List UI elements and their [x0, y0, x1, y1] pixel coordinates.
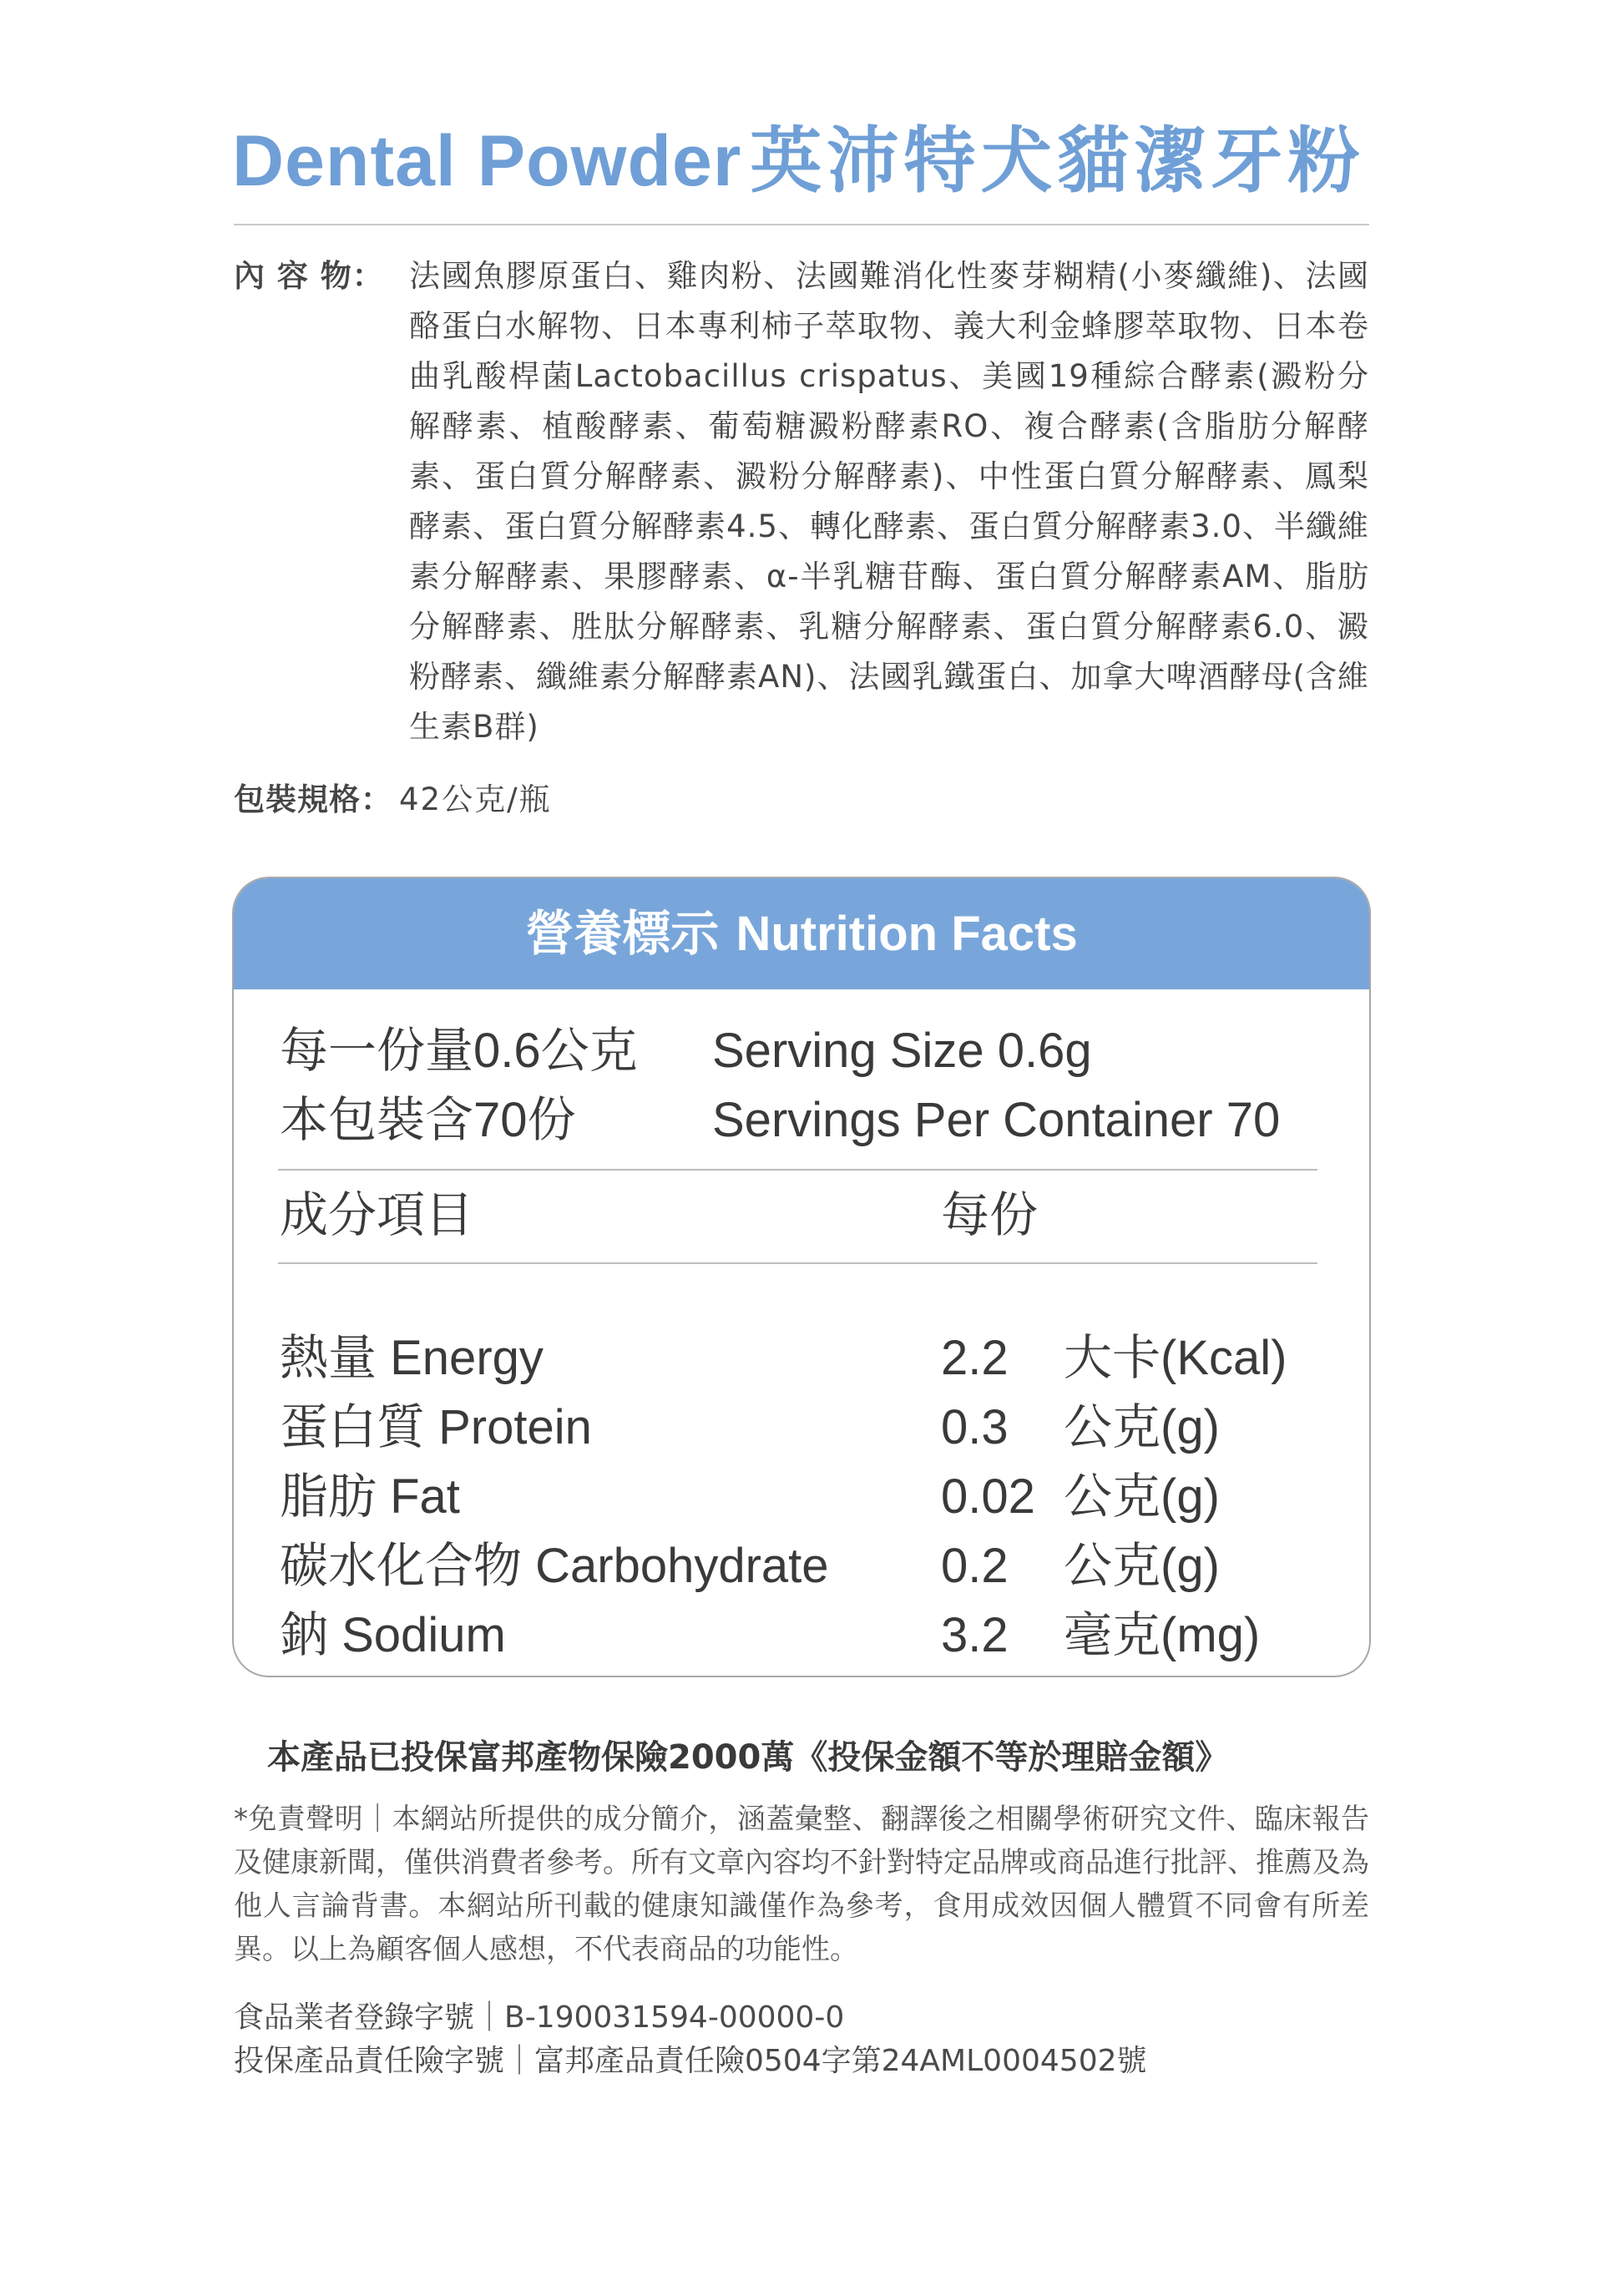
ingredients-section [234, 251, 1369, 761]
header-divider [278, 1262, 1317, 1264]
nutrient-amount: 0.02 [941, 1469, 1035, 1524]
product-title-zh: 英沛特犬貓潔牙粉 [750, 119, 1365, 203]
insurance-note: 本產品已投保富邦產物保險2000萬《投保金額不等於理賠金額》 [267, 1738, 1229, 1777]
nutrient-name: 熱量 Energy [280, 1331, 544, 1385]
nutrient-amount: 0.3 [941, 1400, 1009, 1454]
nutrition-title-en: Nutrition Facts [736, 907, 1078, 961]
nutrient-row-carbohydrate [234, 1532, 1369, 1601]
column-header-item: 成分項目 [280, 1186, 474, 1243]
product-title [232, 115, 1384, 207]
serving-size-en: Serving Size 0.6g [712, 1024, 1092, 1078]
servings-per-container-en: Servings Per Container 70 [712, 1093, 1281, 1147]
package-spec [234, 775, 1369, 825]
nutrient-name: 碳水化合物 Carbohydrate [280, 1539, 829, 1593]
nutrient-name: 脂肪 Fat [280, 1469, 460, 1524]
nutrient-unit: 公克(g) [1064, 1539, 1220, 1593]
nutrition-facts-header [234, 878, 1369, 989]
nutrient-row-sodium [234, 1601, 1369, 1670]
insurance-registration-number: 投保產品責任險字號｜富邦產品責任險0504字第24AML0004502號 [234, 2044, 1147, 2078]
nutrient-unit: 公克(g) [1064, 1469, 1220, 1524]
nutrient-amount: 3.2 [941, 1608, 1009, 1662]
nutrient-unit: 公克(g) [1064, 1400, 1220, 1454]
nutrient-amount: 0.2 [941, 1539, 1009, 1593]
ingredients-label: 內 容 物： [234, 258, 384, 294]
title-divider [234, 224, 1369, 225]
column-header-per-serving: 每份 [941, 1186, 1039, 1243]
food-registration-number: 食品業者登錄字號｜B-190031594-00000-0 [234, 2000, 845, 2035]
nutrient-unit: 大卡(Kcal) [1064, 1331, 1287, 1385]
package-value: 42公克/瓶 [399, 781, 552, 817]
nutrient-row-protein [234, 1393, 1369, 1462]
nutrient-name: 鈉 Sodium [280, 1608, 506, 1662]
nutrient-unit: 毫克(mg) [1064, 1608, 1261, 1662]
serving-divider [278, 1169, 1317, 1171]
ingredients-text: 法國魚膠原蛋白、雞肉粉、法國難消化性麥芽糊精(小麥纖維)、法國酪蛋白水解物、日本專利柿子萃取物、義大利金蜂膠萃取物、日本卷曲乳酸桿菌Lactobacillus crispatus、美國19種綜合酵素(澱粉分解酵素、植酸酵素、葡萄糖澱粉酵素RO、複合酵素(含脂肪分解酵素、蛋白質分解酵素、澱粉分解酵素)、中性蛋白質分解酵素、鳳梨酵素、蛋白質分解酵素4.5、轉化酵素、蛋白質分解酵素3.0、半纖維素分解酵素、果膠酵素、α-半乳糖苷酶、蛋白質分解酵素AM、脂肪分解酵素、胜肽分解酵素、乳糖分解酵素、蛋白質分解酵素6.0、澱粉酵素、纖維素分解酵素AN)、法國乳鐵蛋白、加拿大啤酒酵母(含維生素B群) [409, 258, 1369, 745]
nutrient-row-fat [234, 1463, 1369, 1531]
nutrition-facts-panel [232, 877, 1371, 1677]
serving-size-zh: 每一份量0.6公克 [280, 1024, 638, 1078]
nutrient-row-energy [234, 1324, 1369, 1393]
disclaimer-text: *免責聲明｜本網站所提供的成分簡介，涵蓋彙整、翻譯後之相關學術研究文件、臨床報告及健康新聞，僅供消費者參考。所有文章內容均不針對特定品牌或商品進行批評、推薦及為他人言論背書。本網站所刊載的健康知識僅作為參考，食用成效因個人體質不同會有所差異。以上為顧客個人感想，不代表商品的功能性。 [234, 1803, 1369, 1966]
nutrient-name: 蛋白質 Protein [280, 1400, 592, 1454]
nutrient-amount: 2.2 [941, 1331, 1009, 1385]
servings-per-container-zh: 本包裝含70份 [280, 1093, 576, 1147]
nutrition-title-zh: 營養標示 [525, 905, 720, 962]
product-title-en: Dental Powder [232, 121, 742, 201]
package-label: 包裝規格： [234, 781, 392, 817]
